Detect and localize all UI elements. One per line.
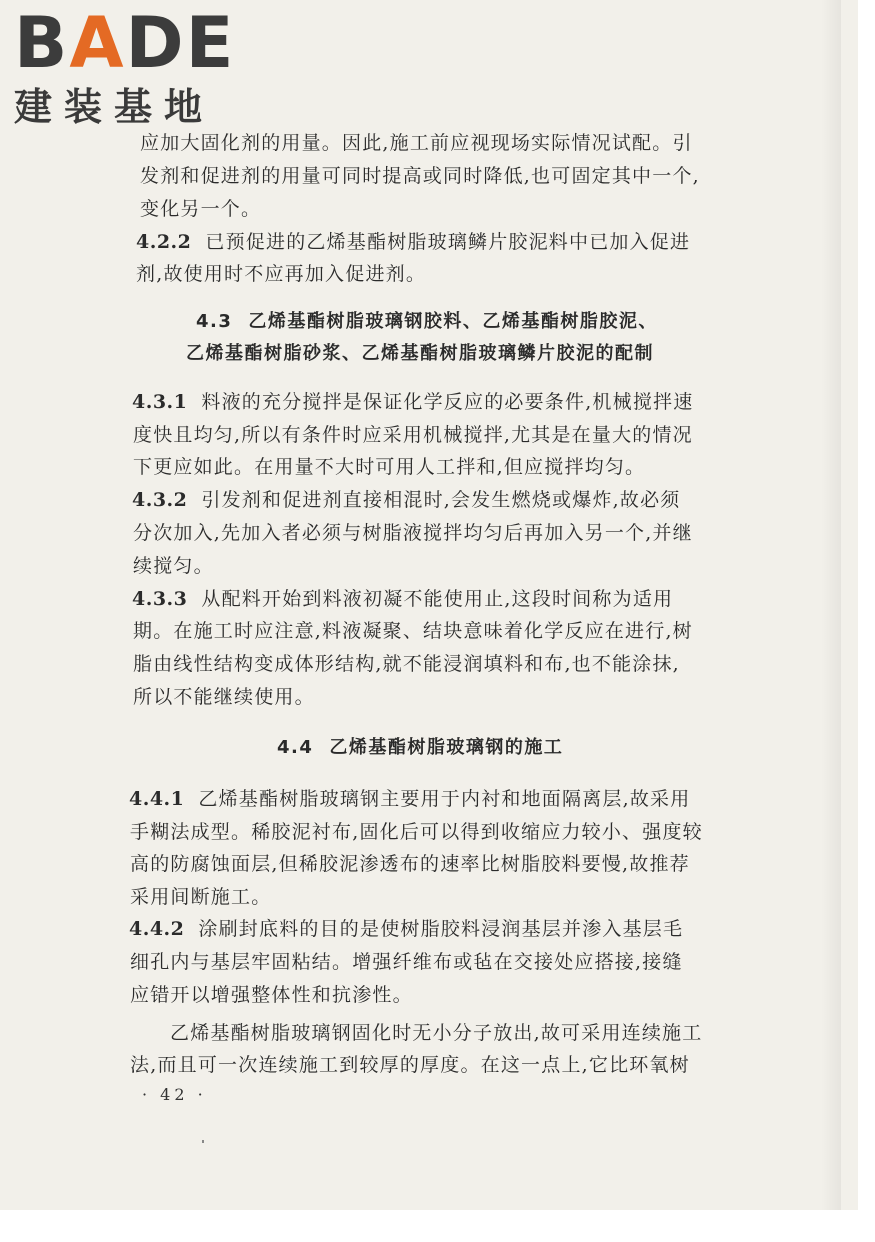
clause-number: 4.3.3 bbox=[132, 588, 188, 610]
text-line: 乙烯基酯树脂玻璃钢固化时无小分子放出,故可采用连续施工 bbox=[170, 1022, 703, 1044]
watermark-logo-text: BADE bbox=[14, 2, 236, 84]
clause-number: 4.2.2 bbox=[136, 231, 192, 253]
clause-text: 乙烯基酯树脂玻璃钢主要用于内衬和地面隔离层,故采用 bbox=[198, 788, 691, 810]
clause-number: 4.4.1 bbox=[129, 788, 185, 810]
text-line: 细孔内与基层牢固粘结。增强纤维布或毡在交接处应搭接,接缝 bbox=[130, 951, 683, 973]
text-line: 期。在施工时应注意,料液凝聚、结块意味着化学反应在进行,树 bbox=[133, 620, 693, 642]
clause-4-4-2-line bbox=[129, 920, 683, 939]
clause-text: 引发剂和促进剂直接相混时,会发生燃烧或爆炸,故必须 bbox=[201, 489, 681, 511]
clause-4-3-2-line bbox=[132, 491, 680, 510]
clause-number: 4.4.2 bbox=[129, 918, 185, 940]
text-line: 变化另一个。 bbox=[140, 198, 262, 220]
clause-text: 料液的充分搅拌是保证化学反应的必要条件,机械搅拌速 bbox=[201, 391, 694, 413]
section-title-line2: 乙烯基酯树脂砂浆、乙烯基酯树脂玻璃鳞片胶泥的配制 bbox=[186, 343, 654, 364]
clause-4-3-1-line bbox=[132, 393, 693, 412]
text-line: 下更应如此。在用量不大时可用人工拌和,但应搅拌均匀。 bbox=[133, 456, 646, 478]
section-heading-4-4 bbox=[277, 739, 563, 757]
text-line: 法,而且可一次连续施工到较厚的厚度。在这一点上,它比环氧树 bbox=[130, 1054, 690, 1076]
text-line: 剂,故使用时不应再加入促进剂。 bbox=[136, 263, 427, 285]
page-edge-shadow bbox=[821, 0, 841, 1210]
clause-4-3-3-line bbox=[132, 590, 673, 609]
text-line: 分次加入,先加入者必须与树脂液搅拌均匀后再加入另一个,并继 bbox=[133, 522, 693, 544]
clause-text: 从配料开始到料液初凝不能使用止,这段时间称为适用 bbox=[201, 588, 674, 610]
text-line: 应加大固化剂的用量。因此,施工前应视现场实际情况试配。引 bbox=[140, 132, 693, 154]
section-number: 4.3 bbox=[196, 311, 233, 332]
clause-4-2-2-line bbox=[136, 233, 690, 252]
clause-text: 已预促进的乙烯基酯树脂玻璃鳞片胶泥料中已加入促进 bbox=[205, 231, 691, 253]
text-line: 应错开以增强整体性和抗渗性。 bbox=[130, 984, 413, 1006]
section-title: 乙烯基酯树脂玻璃钢的施工 bbox=[329, 737, 564, 758]
clause-number: 4.3.2 bbox=[132, 489, 188, 511]
page-number: · 42 · bbox=[142, 1085, 207, 1104]
text-line: 度快且均匀,所以有条件时应采用机械搅拌,尤其是在量大的情况 bbox=[133, 424, 693, 446]
watermark-tagline: 建装基地 bbox=[14, 85, 215, 129]
text-line: 采用间断施工。 bbox=[130, 886, 272, 908]
text-line: 脂由线性结构变成体形结构,就不能浸润填料和布,也不能涂抹, bbox=[133, 653, 680, 675]
section-number: 4.4 bbox=[277, 737, 314, 758]
section-heading-4-3 bbox=[196, 313, 658, 331]
text-line: 高的防腐蚀面层,但稀胶泥渗透布的速率比树脂胶料要慢,故推荐 bbox=[130, 853, 690, 875]
text-line: 手糊法成型。稀胶泥衬布,固化后可以得到收缩应力较小、强度较 bbox=[130, 821, 703, 843]
text-line: 发剂和促进剂的用量可同时提高或同时降低,也可固定其中一个, bbox=[140, 165, 700, 187]
clause-text: 涂刷封底料的目的是使树脂胶料浸润基层并渗入基层毛 bbox=[198, 918, 684, 940]
bade-watermark-logo bbox=[8, 2, 258, 133]
text-line: 续搅匀。 bbox=[133, 555, 214, 577]
clause-number: 4.3.1 bbox=[132, 391, 188, 413]
text-line: 所以不能继续使用。 bbox=[133, 686, 315, 708]
section-title-line1: 乙烯基酯树脂玻璃钢胶料、乙烯基酯树脂胶泥、 bbox=[248, 311, 658, 332]
clause-4-4-1-line bbox=[129, 790, 690, 809]
scan-speck bbox=[202, 1140, 204, 1143]
